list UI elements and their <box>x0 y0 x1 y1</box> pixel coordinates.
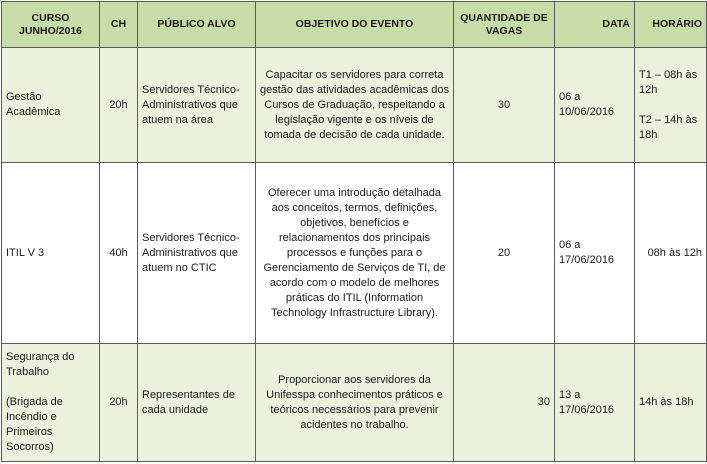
courses-table <box>1 1 707 462</box>
header-data: DATA <box>555 2 635 48</box>
cell-objetivo: Proporcionar aos servidores da Unifesspa conhecimentos práticos e teóricos necessários para prevenir acidentes no trabalho. <box>256 344 454 462</box>
header-objetivo: OBJETIVO DO EVENTO <box>256 2 454 48</box>
table-row <box>2 163 707 344</box>
cell-curso: ITIL V 3 <box>2 163 100 344</box>
cell-ch: 40h <box>100 163 138 344</box>
cell-publico: Servidores Técnico-Administrativos que atuem no CTIC <box>138 163 256 344</box>
cell-data: 06 a 17/06/2016 <box>555 163 635 344</box>
curso-subtitulo: (Brigada de Incêndio e Primeiros Socorros) <box>6 396 63 453</box>
cell-horario <box>635 48 707 163</box>
cell-publico: Representantes de cada unidade <box>138 344 256 462</box>
table-row <box>2 344 707 462</box>
cell-horario: 08h às 12h <box>635 163 707 344</box>
cell-ch: 20h <box>100 48 138 163</box>
cell-objetivo: Capacitar os servidores para correta gestão das atividades acadêmicas dos Cursos de Graduação, respeitando a legislação vigente e os níveis de tomada de decisão de cada unidade. <box>256 48 454 163</box>
table-row <box>2 48 707 163</box>
horario-turno-2: T2 – 14h às 18h <box>639 113 698 141</box>
cell-curso: Gestão Acadêmica <box>2 48 100 163</box>
cell-vagas: 30 <box>454 344 555 462</box>
header-horario: HORÁRIO <box>635 2 707 48</box>
header-curso: CURSO JUNHO/2016 <box>2 2 100 48</box>
header-vagas: QUANTIDADE DE VAGAS <box>454 2 555 48</box>
cell-horario: 14h às 18h <box>635 344 707 462</box>
cell-objetivo: Oferecer uma introdução detalhada aos conceitos, termos, definições, objetivos, benefícios e relacionamentos dos principais processos e funções para o Gerenciamento de Serviços de TI, de acordo com o modelo de melhores práticas do ITIL (Information Technology Infrastructure Library). <box>256 163 454 344</box>
horario-turno-1: T1 – 08h às 12h <box>639 68 698 96</box>
header-row <box>2 2 707 48</box>
header-ch: CH <box>100 2 138 48</box>
header-publico: PÚBLICO ALVO <box>138 2 256 48</box>
cell-vagas: 20 <box>454 163 555 344</box>
cell-data: 13 a 17/06/2016 <box>555 344 635 462</box>
cell-vagas: 30 <box>454 48 555 163</box>
cell-ch: 20h <box>100 344 138 462</box>
cell-data: 06 a 10/06/2016 <box>555 48 635 163</box>
cell-curso <box>2 344 100 462</box>
cell-publico: Servidores Técnico-Administrativos que atuem na área <box>138 48 256 163</box>
curso-nome: Segurança do Trabalho <box>6 351 75 378</box>
